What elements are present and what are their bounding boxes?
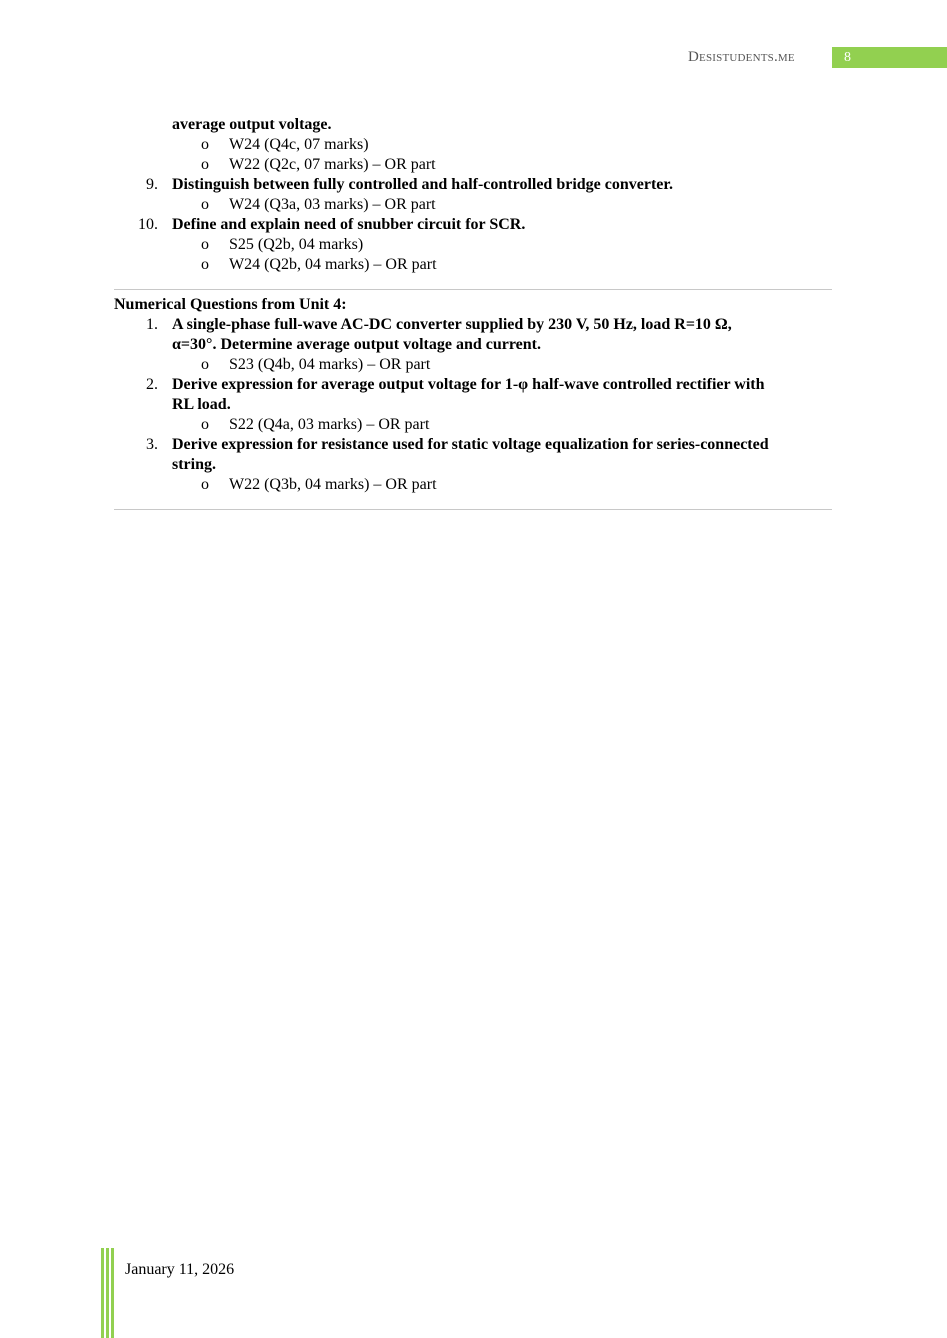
page-number-badge bbox=[832, 47, 947, 68]
accent-bar bbox=[111, 1248, 114, 1338]
reference-text: W24 (Q4c, 07 marks) bbox=[229, 136, 369, 153]
question-number: 1. bbox=[146, 316, 158, 333]
question-text: average output voltage. bbox=[172, 116, 332, 133]
reference-text: S22 (Q4a, 03 marks) – OR part bbox=[229, 416, 430, 433]
question-line bbox=[114, 335, 832, 355]
reference-item bbox=[114, 235, 832, 255]
question-number: 2. bbox=[146, 376, 158, 393]
accent-bar bbox=[106, 1248, 109, 1338]
question-line bbox=[114, 435, 832, 455]
bullet-icon: o bbox=[201, 356, 209, 373]
question-text: α=30°. Determine average output voltage and current. bbox=[172, 336, 541, 353]
reference-item bbox=[114, 155, 832, 175]
document-body bbox=[114, 115, 832, 510]
reference-text: S25 (Q2b, 04 marks) bbox=[229, 236, 364, 253]
bullet-icon: o bbox=[201, 476, 209, 493]
question-text: Distinguish between fully controlled and half-controlled bridge converter. bbox=[172, 176, 674, 193]
bullet-icon: o bbox=[201, 236, 209, 253]
question-line bbox=[114, 115, 832, 135]
question-number: 10. bbox=[138, 216, 158, 233]
question-text: Derive expression for resistance used for static voltage equalization for series-connected bbox=[172, 436, 769, 453]
bullet-icon: o bbox=[201, 256, 209, 273]
accent-bar bbox=[101, 1248, 104, 1338]
question-line bbox=[114, 375, 832, 395]
reference-item bbox=[114, 195, 832, 215]
question-text: string. bbox=[172, 456, 216, 473]
reference-item bbox=[114, 355, 832, 375]
reference-text: S23 (Q4b, 04 marks) – OR part bbox=[229, 356, 431, 373]
reference-text: W22 (Q3b, 04 marks) – OR part bbox=[229, 476, 437, 493]
reference-item bbox=[114, 255, 832, 275]
bullet-icon: o bbox=[201, 156, 209, 173]
reference-text: W24 (Q2b, 04 marks) – OR part bbox=[229, 256, 437, 273]
page-number: 8 bbox=[844, 50, 851, 65]
bullet-icon: o bbox=[201, 136, 209, 153]
question-text: Define and explain need of snubber circuit for SCR. bbox=[172, 216, 526, 233]
section-heading: Numerical Questions from Unit 4: bbox=[114, 296, 347, 313]
header-site-name: Desistudents.me bbox=[688, 49, 795, 65]
question-number: 9. bbox=[146, 176, 158, 193]
reference-text: W22 (Q2c, 07 marks) – OR part bbox=[229, 156, 436, 173]
question-text: A single-phase full-wave AC-DC converter supplied by 230 V, 50 Hz, load R=10 Ω, bbox=[172, 316, 732, 333]
question-text: RL load. bbox=[172, 396, 231, 413]
reference-item bbox=[114, 475, 832, 495]
question-line bbox=[114, 455, 832, 475]
reference-text: W24 (Q3a, 03 marks) – OR part bbox=[229, 196, 436, 213]
question-text: Derive expression for average output voltage for 1-φ half-wave controlled rectifier with bbox=[172, 376, 765, 393]
footer-accent-bars bbox=[101, 1248, 115, 1338]
section-divider bbox=[114, 509, 832, 510]
question-line bbox=[114, 395, 832, 415]
question-line bbox=[114, 175, 832, 195]
bullet-icon: o bbox=[201, 196, 209, 213]
question-line bbox=[114, 315, 832, 335]
section-heading-line bbox=[114, 295, 832, 315]
question-number: 3. bbox=[146, 436, 158, 453]
footer-date: January 11, 2026 bbox=[125, 1261, 235, 1278]
reference-item bbox=[114, 415, 832, 435]
reference-item bbox=[114, 135, 832, 155]
bullet-icon: o bbox=[201, 416, 209, 433]
question-line bbox=[114, 215, 832, 235]
